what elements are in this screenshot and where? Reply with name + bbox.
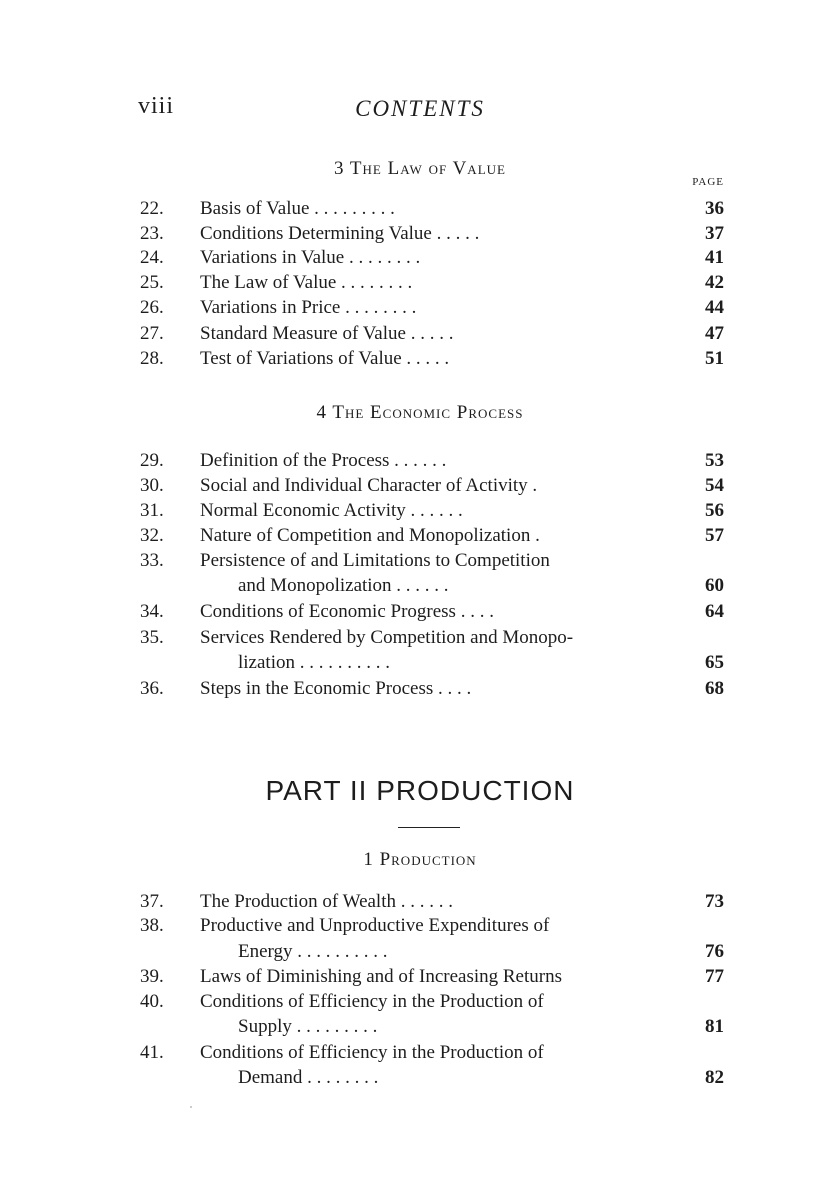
divider-rule bbox=[398, 827, 460, 828]
entry-number: 22. bbox=[140, 198, 164, 219]
entry-page: 56 bbox=[705, 500, 724, 521]
entry-page: 81 bbox=[705, 1016, 724, 1037]
entry-number: 35. bbox=[140, 627, 164, 648]
paper-speck bbox=[190, 1106, 192, 1108]
entry-number: 36. bbox=[140, 678, 164, 699]
entry-title: Steps in the Economic Process . . . . bbox=[200, 678, 472, 699]
section-heading-law-of-value: 3 The Law of Value bbox=[334, 158, 506, 179]
entry-page: 42 bbox=[705, 272, 724, 293]
entry-page: 76 bbox=[705, 941, 724, 962]
entry-page: 68 bbox=[705, 678, 724, 699]
entry-page: 36 bbox=[705, 198, 724, 219]
entry-title: Social and Individual Character of Activity . bbox=[200, 475, 538, 496]
entry-page: 53 bbox=[705, 450, 724, 471]
entry-title: Productive and Unproductive Expenditures of bbox=[200, 915, 550, 936]
entry-title: and Monopolization . . . . . . bbox=[238, 575, 449, 596]
entry-title: Conditions of Efficiency in the Production of bbox=[200, 1042, 544, 1063]
entry-page: 64 bbox=[705, 601, 724, 622]
entry-page: 47 bbox=[705, 323, 724, 344]
entry-page: 51 bbox=[705, 348, 724, 369]
entry-number: 31. bbox=[140, 500, 164, 521]
entry-title: Variations in Value . . . . . . . . bbox=[200, 247, 421, 268]
entry-page: 60 bbox=[705, 575, 724, 596]
entry-number: 38. bbox=[140, 915, 164, 936]
entry-title: Laws of Diminishing and of Increasing Returns bbox=[200, 966, 562, 987]
entry-page: 41 bbox=[705, 247, 724, 268]
entry-page: 54 bbox=[705, 475, 724, 496]
entry-number: 23. bbox=[140, 223, 164, 244]
entry-number: 28. bbox=[140, 348, 164, 369]
entry-title: Persistence of and Limitations to Competition bbox=[200, 550, 550, 571]
entry-title: Basis of Value . . . . . . . . . bbox=[200, 198, 395, 219]
entry-number: 41. bbox=[140, 1042, 164, 1063]
entry-title: Normal Economic Activity . . . . . . bbox=[200, 500, 463, 521]
entry-page: 37 bbox=[705, 223, 724, 244]
running-head-title: CONTENTS bbox=[355, 96, 485, 121]
entry-number: 39. bbox=[140, 966, 164, 987]
entry-title: The Law of Value . . . . . . . . bbox=[200, 272, 413, 293]
entry-title: Nature of Competition and Monopolization . bbox=[200, 525, 540, 546]
entry-title: Variations in Price . . . . . . . . bbox=[200, 297, 417, 318]
part-heading: PART II PRODUCTION bbox=[265, 775, 575, 806]
entry-number: 32. bbox=[140, 525, 164, 546]
entry-page: 73 bbox=[705, 891, 724, 912]
entry-title: Demand . . . . . . . . bbox=[238, 1067, 379, 1088]
folio-number: viii bbox=[138, 93, 175, 119]
entry-number: 30. bbox=[140, 475, 164, 496]
entry-number: 37. bbox=[140, 891, 164, 912]
entry-page: 57 bbox=[705, 525, 724, 546]
entry-number: 25. bbox=[140, 272, 164, 293]
entry-page: 44 bbox=[705, 297, 724, 318]
entry-number: 29. bbox=[140, 450, 164, 471]
entry-page: 77 bbox=[705, 966, 724, 987]
entry-number: 33. bbox=[140, 550, 164, 571]
page-column-label: PAGE bbox=[692, 176, 724, 188]
entry-number: 24. bbox=[140, 247, 164, 268]
entry-title: Energy . . . . . . . . . . bbox=[238, 941, 388, 962]
entry-title: Test of Variations of Value . . . . . bbox=[200, 348, 450, 369]
entry-number: 40. bbox=[140, 991, 164, 1012]
entry-title: Conditions of Efficiency in the Production of bbox=[200, 991, 544, 1012]
section-heading-economic-process: 4 The Economic Process bbox=[316, 402, 524, 423]
entry-number: 26. bbox=[140, 297, 164, 318]
entry-title: Conditions Determining Value . . . . . bbox=[200, 223, 480, 244]
entry-number: 34. bbox=[140, 601, 164, 622]
entry-title: Definition of the Process . . . . . . bbox=[200, 450, 447, 471]
section-heading-production: 1 Production bbox=[363, 849, 477, 870]
entry-title: lization . . . . . . . . . . bbox=[238, 652, 390, 673]
entry-title: Supply . . . . . . . . . bbox=[238, 1016, 378, 1037]
entry-page: 82 bbox=[705, 1067, 724, 1088]
entry-title: Standard Measure of Value . . . . . bbox=[200, 323, 454, 344]
entry-number: 27. bbox=[140, 323, 164, 344]
entry-title: Services Rendered by Competition and Monopo- bbox=[200, 627, 574, 648]
entry-title: The Production of Wealth . . . . . . bbox=[200, 891, 453, 912]
entry-page: 65 bbox=[705, 652, 724, 673]
entry-title: Conditions of Economic Progress . . . . bbox=[200, 601, 494, 622]
